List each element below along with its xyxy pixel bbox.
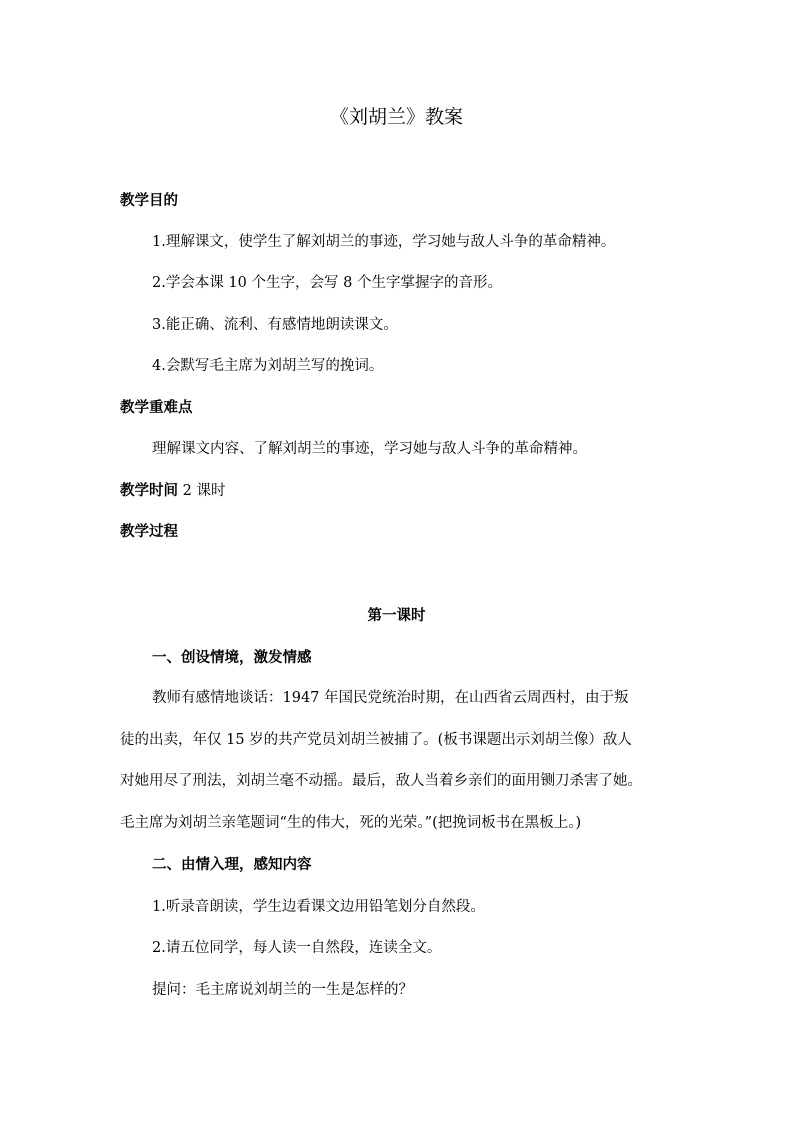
time-heading: 教学时间 — [120, 482, 178, 499]
section1-heading: 一、创设情境，激发情感 — [152, 649, 312, 666]
objectives-heading: 教学目的 — [120, 192, 178, 209]
key-points-heading: 教学重难点 — [120, 399, 193, 416]
section1-line-2: 徒的出卖，年仅 15 岁的共产党员刘胡兰被捕了。(板书课题出示刘胡兰像）敌人 — [120, 732, 632, 748]
section2-heading: 二、由情入理，感知内容 — [152, 856, 312, 873]
document-title: 《刘胡兰》教案 — [329, 106, 463, 128]
process-heading: 教学过程 — [120, 523, 178, 540]
section1-line-4: 毛主席为刘胡兰亲笔题词“生的伟大，死的光荣。”(把挽词板书在黑板上。) — [120, 815, 582, 831]
objective-item-3: 3.能正确、流利、有感情地朗读课文。 — [152, 317, 398, 333]
time-value: 2 课时 — [178, 483, 226, 499]
lesson-heading: 第一课时 — [367, 607, 426, 624]
key-points-text: 理解课文内容、了解刘胡兰的事迹，学习她与敌人斗争的革命精神。 — [152, 441, 587, 457]
section2-item-1: 1.听录音朗读，学生边看课文边用铅笔划分自然段。 — [152, 899, 485, 915]
teaching-time — [120, 481, 225, 501]
section1-line-1: 教师有感情地谈话：1947 年国民党统治时期，在山西省云周西村，由于叛 — [152, 690, 629, 706]
objective-item-1: 1.理解课文，使学生了解刘胡兰的事迹，学习她与敌人斗争的革命精神。 — [152, 234, 616, 250]
section2-item-2: 2.请五位同学，每人读一自然段，连读全文。 — [152, 940, 442, 956]
objective-item-4: 4.会默写毛主席为刘胡兰写的挽词。 — [152, 358, 384, 374]
section2-item-3: 提问：毛主席说刘胡兰的一生是怎样的？ — [152, 982, 413, 998]
objective-item-2: 2.学会本课 10 个生字，会写 8 个生字掌握字的音形。 — [152, 275, 502, 291]
section1-line-3: 对她用尽了刑法，刘胡兰毫不动摇。最后，敌人当着乡亲们的面用铡刀杀害了她。 — [120, 773, 642, 789]
